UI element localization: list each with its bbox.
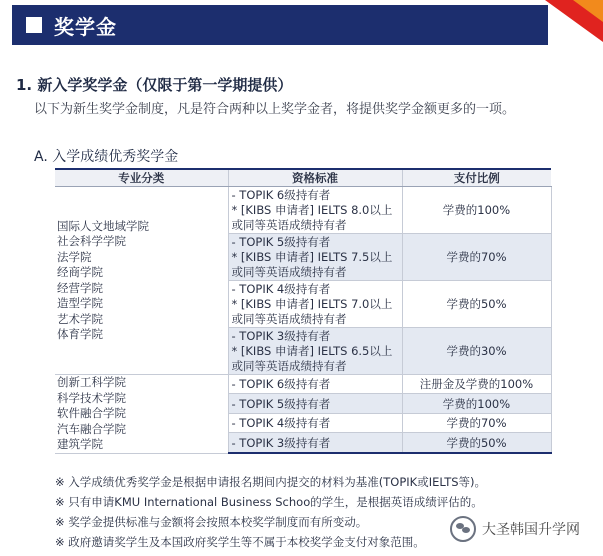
header-major: 专业分类 <box>55 169 228 187</box>
criteria-line: - TOPIK 6级持有者 <box>231 187 331 202</box>
square-bullet-icon <box>26 17 42 33</box>
major-name: 国际人文地域学院 <box>57 218 149 233</box>
major-name: 建筑学院 <box>57 437 103 451</box>
criteria-line: 或同等英语成绩持有者 <box>231 217 347 232</box>
criteria-cell <box>228 328 402 375</box>
major-group-humanities <box>55 187 228 375</box>
major-name: 科学技术学院 <box>57 390 126 405</box>
major-name: 创新工科学院 <box>57 375 126 389</box>
criteria-cell <box>228 234 402 281</box>
scholarship-table <box>55 168 552 454</box>
criteria-line: - TOPIK 4级持有者 <box>231 281 331 296</box>
criteria-line: - TOPIK 3级持有者 <box>231 328 331 343</box>
wechat-icon <box>450 516 476 542</box>
header-criteria: 资格标准 <box>228 169 402 187</box>
section-heading: 1. 新入学奖学金（仅限于第一学期提供） <box>16 76 293 94</box>
major-group-engineering <box>55 375 228 454</box>
rate-cell: 学费的100% <box>402 394 551 413</box>
major-name: 汽车融合学院 <box>57 421 126 436</box>
watermark <box>450 516 580 542</box>
criteria-line: 或同等英语成绩持有者 <box>231 358 347 373</box>
footnote: ※ 政府邀请奖学生及本国政府奖学生等不属于本校奖学金支付对象范围。 <box>55 535 425 549</box>
rate-cell: 学费的70% <box>402 234 551 281</box>
rate-cell: 学费的70% <box>402 413 551 432</box>
watermark-text: 大圣韩国升学网 <box>482 522 580 538</box>
subsection-heading: A. 入学成绩优秀奖学金 <box>34 149 179 165</box>
criteria-cell <box>228 187 402 234</box>
footnotes <box>55 472 486 552</box>
criteria-line: 或同等英语成绩持有者 <box>231 264 347 279</box>
rate-cell: 注册金及学费的100% <box>402 375 551 394</box>
criteria-line: * [KIBS 申请者] IELTS 7.0以上 <box>231 296 393 311</box>
major-name: 体育学院 <box>57 327 103 341</box>
major-name: 社会科学学院 <box>57 234 126 248</box>
criteria-line: * [KIBS 申请者] IELTS 6.5以上 <box>231 343 393 358</box>
criteria-cell: - TOPIK 5级持有者 <box>228 394 402 413</box>
major-name: 艺术学院 <box>57 311 103 326</box>
major-name: 软件融合学院 <box>57 406 126 420</box>
criteria-cell <box>228 281 402 328</box>
major-name: 造型学院 <box>57 296 103 310</box>
footnote: ※ 只有申请KMU International Business Schoo的学生，是根据英语成绩评估的。 <box>55 495 483 509</box>
rate-cell: 学费的50% <box>402 281 551 328</box>
corner-decoration-accent <box>573 0 603 22</box>
section-intro: 以下为新生奖学金制度，凡是符合两种以上奖学金者，将提供奖学金额更多的一项。 <box>34 102 516 117</box>
rate-cell: 学费的100% <box>402 187 551 234</box>
criteria-cell: - TOPIK 6级持有者 <box>228 375 402 394</box>
table-row <box>55 187 551 234</box>
major-name: 法学院 <box>57 249 92 264</box>
table-row <box>55 375 551 394</box>
criteria-cell: - TOPIK 3级持有者 <box>228 433 402 453</box>
criteria-line: * [KIBS 申请者] IELTS 8.0以上 <box>231 202 393 217</box>
rate-cell: 学费的50% <box>402 433 551 453</box>
rate-cell: 学费的30% <box>402 328 551 375</box>
section-banner <box>12 5 548 45</box>
footnote: ※ 入学成绩优秀奖学金是根据申请报名期间内提交的材料为基准(TOPIK或IELTS等)。 <box>55 475 487 489</box>
banner-title: 奖学金 <box>54 14 117 39</box>
footnote: ※ 奖学金提供标准与金额将会按照本校奖学制度而有所变动。 <box>55 515 368 529</box>
table-header-row <box>55 169 551 187</box>
major-name: 经商学院 <box>57 265 103 279</box>
criteria-cell: - TOPIK 4级持有者 <box>228 413 402 432</box>
header-rate: 支付比例 <box>402 169 551 187</box>
major-name: 经营学院 <box>57 280 103 295</box>
criteria-line: * [KIBS 申请者] IELTS 7.5以上 <box>231 249 393 264</box>
criteria-line: - TOPIK 5级持有者 <box>231 234 331 249</box>
criteria-line: 或同等英语成绩持有者 <box>231 311 347 326</box>
